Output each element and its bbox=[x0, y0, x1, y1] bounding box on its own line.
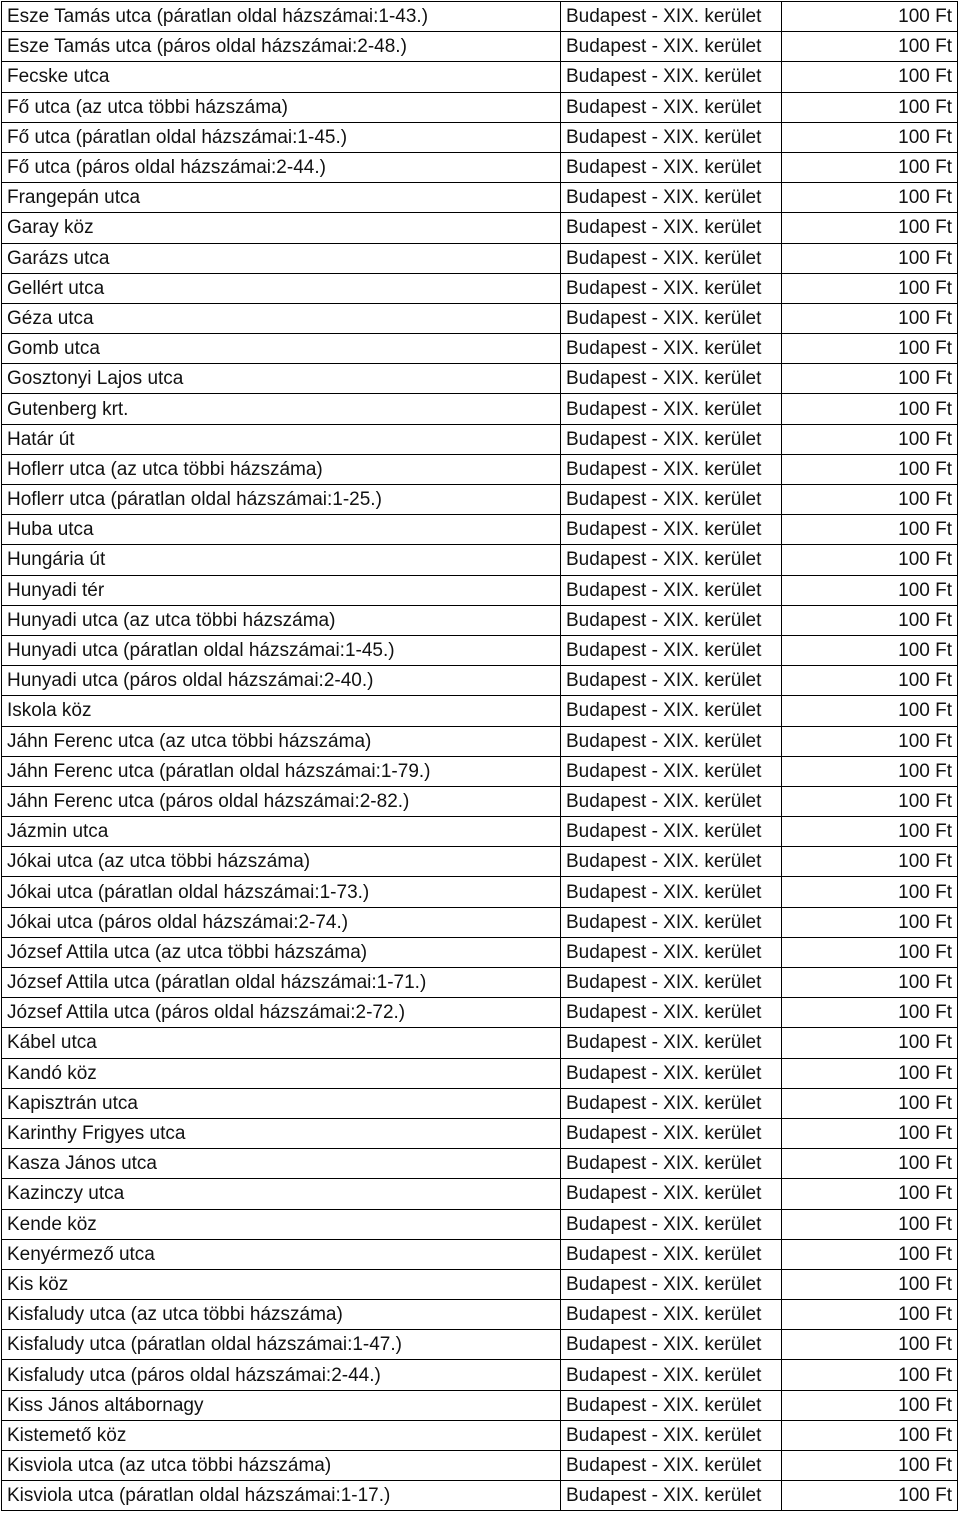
table-row bbox=[2, 968, 958, 998]
price-cell: 100 Ft bbox=[782, 1239, 958, 1269]
price-cell: 100 Ft bbox=[782, 1390, 958, 1420]
table-row bbox=[2, 907, 958, 937]
district-cell: Budapest - XIX. kerület bbox=[561, 1420, 782, 1450]
table-row bbox=[2, 424, 958, 454]
street-cell: Fecske utca bbox=[2, 62, 561, 92]
price-cell: 100 Ft bbox=[782, 1058, 958, 1088]
price-cell: 100 Ft bbox=[782, 183, 958, 213]
street-cell: Kisviola utca (az utca többi házszáma) bbox=[2, 1451, 561, 1481]
district-cell: Budapest - XIX. kerület bbox=[561, 756, 782, 786]
district-cell: Budapest - XIX. kerület bbox=[561, 1451, 782, 1481]
table-row bbox=[2, 454, 958, 484]
table-row bbox=[2, 243, 958, 273]
district-cell: Budapest - XIX. kerület bbox=[561, 303, 782, 333]
table-row bbox=[2, 817, 958, 847]
table-row bbox=[2, 32, 958, 62]
table-row bbox=[2, 515, 958, 545]
price-cell: 100 Ft bbox=[782, 485, 958, 515]
table-row bbox=[2, 1420, 958, 1450]
price-cell: 100 Ft bbox=[782, 545, 958, 575]
price-cell: 100 Ft bbox=[782, 1451, 958, 1481]
district-cell: Budapest - XIX. kerület bbox=[561, 1088, 782, 1118]
table-row bbox=[2, 1451, 958, 1481]
table-row bbox=[2, 1269, 958, 1299]
district-cell: Budapest - XIX. kerület bbox=[561, 1149, 782, 1179]
price-cell: 100 Ft bbox=[782, 152, 958, 182]
price-cell: 100 Ft bbox=[782, 1118, 958, 1148]
street-cell: Gutenberg krt. bbox=[2, 394, 561, 424]
table-row bbox=[2, 1088, 958, 1118]
district-cell: Budapest - XIX. kerület bbox=[561, 666, 782, 696]
district-cell: Budapest - XIX. kerület bbox=[561, 998, 782, 1028]
district-cell: Budapest - XIX. kerület bbox=[561, 545, 782, 575]
street-cell: Kis köz bbox=[2, 1269, 561, 1299]
table-row bbox=[2, 1209, 958, 1239]
street-cell: József Attila utca (páros oldal házszámai:2-72.) bbox=[2, 998, 561, 1028]
district-cell: Budapest - XIX. kerület bbox=[561, 334, 782, 364]
table-row bbox=[2, 1300, 958, 1330]
district-cell: Budapest - XIX. kerület bbox=[561, 32, 782, 62]
street-cell: Jókai utca (az utca többi házszáma) bbox=[2, 847, 561, 877]
street-cell: Hunyadi utca (páros oldal házszámai:2-40.) bbox=[2, 666, 561, 696]
price-cell: 100 Ft bbox=[782, 1269, 958, 1299]
street-cell: Esze Tamás utca (páros oldal házszámai:2-48.) bbox=[2, 32, 561, 62]
street-cell: Iskola köz bbox=[2, 696, 561, 726]
price-cell: 100 Ft bbox=[782, 62, 958, 92]
price-cell: 100 Ft bbox=[782, 303, 958, 333]
street-cell: Jázmin utca bbox=[2, 817, 561, 847]
district-cell: Budapest - XIX. kerület bbox=[561, 1179, 782, 1209]
price-cell: 100 Ft bbox=[782, 1360, 958, 1390]
table-row bbox=[2, 394, 958, 424]
price-cell: 100 Ft bbox=[782, 515, 958, 545]
price-cell: 100 Ft bbox=[782, 334, 958, 364]
table-row bbox=[2, 1360, 958, 1390]
street-cell: Kisviola utca (páratlan oldal házszámai:1-17.) bbox=[2, 1481, 561, 1511]
street-cell: Fő utca (az utca többi házszáma) bbox=[2, 92, 561, 122]
street-cell: Kende köz bbox=[2, 1209, 561, 1239]
street-cell: Fő utca (páratlan oldal házszámai:1-45.) bbox=[2, 122, 561, 152]
street-cell: Kasza János utca bbox=[2, 1149, 561, 1179]
price-cell: 100 Ft bbox=[782, 1179, 958, 1209]
price-cell: 100 Ft bbox=[782, 1300, 958, 1330]
district-cell: Budapest - XIX. kerület bbox=[561, 273, 782, 303]
table-row bbox=[2, 756, 958, 786]
table-row bbox=[2, 635, 958, 665]
price-cell: 100 Ft bbox=[782, 1330, 958, 1360]
table-row bbox=[2, 545, 958, 575]
district-cell: Budapest - XIX. kerület bbox=[561, 1269, 782, 1299]
price-cell: 100 Ft bbox=[782, 122, 958, 152]
price-cell: 100 Ft bbox=[782, 394, 958, 424]
price-cell: 100 Ft bbox=[782, 756, 958, 786]
table-row bbox=[2, 152, 958, 182]
district-cell: Budapest - XIX. kerület bbox=[561, 877, 782, 907]
price-cell: 100 Ft bbox=[782, 213, 958, 243]
table-row bbox=[2, 1058, 958, 1088]
street-cell: Jókai utca (páratlan oldal házszámai:1-73.) bbox=[2, 877, 561, 907]
table-row bbox=[2, 877, 958, 907]
price-cell: 100 Ft bbox=[782, 2, 958, 32]
district-cell: Budapest - XIX. kerület bbox=[561, 122, 782, 152]
street-cell: Frangepán utca bbox=[2, 183, 561, 213]
table-row bbox=[2, 1390, 958, 1420]
street-cell: Hunyadi tér bbox=[2, 575, 561, 605]
table-row bbox=[2, 998, 958, 1028]
district-cell: Budapest - XIX. kerület bbox=[561, 485, 782, 515]
district-cell: Budapest - XIX. kerület bbox=[561, 1481, 782, 1511]
district-cell: Budapest - XIX. kerület bbox=[561, 394, 782, 424]
price-cell: 100 Ft bbox=[782, 1028, 958, 1058]
price-cell: 100 Ft bbox=[782, 726, 958, 756]
street-cell: Kazinczy utca bbox=[2, 1179, 561, 1209]
street-cell: Garay köz bbox=[2, 213, 561, 243]
table-row bbox=[2, 62, 958, 92]
table-row bbox=[2, 1239, 958, 1269]
street-cell: Hunyadi utca (az utca többi házszáma) bbox=[2, 605, 561, 635]
district-cell: Budapest - XIX. kerület bbox=[561, 183, 782, 213]
price-cell: 100 Ft bbox=[782, 817, 958, 847]
table-row bbox=[2, 1149, 958, 1179]
street-cell: Huba utca bbox=[2, 515, 561, 545]
district-cell: Budapest - XIX. kerület bbox=[561, 907, 782, 937]
district-cell: Budapest - XIX. kerület bbox=[561, 1209, 782, 1239]
table-row bbox=[2, 364, 958, 394]
district-cell: Budapest - XIX. kerület bbox=[561, 1028, 782, 1058]
district-cell: Budapest - XIX. kerület bbox=[561, 1330, 782, 1360]
street-cell: Hungária út bbox=[2, 545, 561, 575]
table-row bbox=[2, 786, 958, 816]
street-cell: Kábel utca bbox=[2, 1028, 561, 1058]
price-cell: 100 Ft bbox=[782, 92, 958, 122]
price-cell: 100 Ft bbox=[782, 1088, 958, 1118]
street-cell: Jáhn Ferenc utca (az utca többi házszáma) bbox=[2, 726, 561, 756]
table-row bbox=[2, 1118, 958, 1148]
district-cell: Budapest - XIX. kerület bbox=[561, 454, 782, 484]
price-cell: 100 Ft bbox=[782, 1420, 958, 1450]
price-cell: 100 Ft bbox=[782, 575, 958, 605]
price-cell: 100 Ft bbox=[782, 998, 958, 1028]
street-cell: Kiss János altábornagy bbox=[2, 1390, 561, 1420]
table-row bbox=[2, 2, 958, 32]
district-cell: Budapest - XIX. kerület bbox=[561, 364, 782, 394]
street-cell: Hoflerr utca (az utca többi házszáma) bbox=[2, 454, 561, 484]
district-cell: Budapest - XIX. kerület bbox=[561, 213, 782, 243]
street-cell: Kistemető köz bbox=[2, 1420, 561, 1450]
street-cell: Hunyadi utca (páratlan oldal házszámai:1-45.) bbox=[2, 635, 561, 665]
table-row bbox=[2, 1179, 958, 1209]
table-row bbox=[2, 183, 958, 213]
street-cell: Határ út bbox=[2, 424, 561, 454]
price-cell: 100 Ft bbox=[782, 666, 958, 696]
street-cell: Gomb utca bbox=[2, 334, 561, 364]
table-row bbox=[2, 1481, 958, 1511]
district-cell: Budapest - XIX. kerület bbox=[561, 968, 782, 998]
table-row bbox=[2, 937, 958, 967]
street-cell: József Attila utca (páratlan oldal házszámai:1-71.) bbox=[2, 968, 561, 998]
street-cell: Kandó köz bbox=[2, 1058, 561, 1088]
district-cell: Budapest - XIX. kerület bbox=[561, 1360, 782, 1390]
district-cell: Budapest - XIX. kerület bbox=[561, 1300, 782, 1330]
price-cell: 100 Ft bbox=[782, 968, 958, 998]
price-cell: 100 Ft bbox=[782, 454, 958, 484]
street-cell: Kisfaludy utca (páros oldal házszámai:2-44.) bbox=[2, 1360, 561, 1390]
table-row bbox=[2, 847, 958, 877]
district-cell: Budapest - XIX. kerület bbox=[561, 92, 782, 122]
district-cell: Budapest - XIX. kerület bbox=[561, 1118, 782, 1148]
price-cell: 100 Ft bbox=[782, 32, 958, 62]
district-cell: Budapest - XIX. kerület bbox=[561, 605, 782, 635]
district-cell: Budapest - XIX. kerület bbox=[561, 726, 782, 756]
table-row bbox=[2, 696, 958, 726]
table-row bbox=[2, 605, 958, 635]
price-cell: 100 Ft bbox=[782, 907, 958, 937]
district-cell: Budapest - XIX. kerület bbox=[561, 696, 782, 726]
street-cell: Jáhn Ferenc utca (páros oldal házszámai:2-82.) bbox=[2, 786, 561, 816]
district-cell: Budapest - XIX. kerület bbox=[561, 243, 782, 273]
price-cell: 100 Ft bbox=[782, 424, 958, 454]
price-cell: 100 Ft bbox=[782, 1209, 958, 1239]
table-row bbox=[2, 273, 958, 303]
street-cell: Garázs utca bbox=[2, 243, 561, 273]
street-cell: Hoflerr utca (páratlan oldal házszámai:1-25.) bbox=[2, 485, 561, 515]
district-cell: Budapest - XIX. kerület bbox=[561, 1239, 782, 1269]
street-cell: Géza utca bbox=[2, 303, 561, 333]
table-row bbox=[2, 122, 958, 152]
district-cell: Budapest - XIX. kerület bbox=[561, 62, 782, 92]
district-cell: Budapest - XIX. kerület bbox=[561, 1390, 782, 1420]
street-cell: Gellért utca bbox=[2, 273, 561, 303]
street-cell: Fő utca (páros oldal házszámai:2-44.) bbox=[2, 152, 561, 182]
district-cell: Budapest - XIX. kerület bbox=[561, 515, 782, 545]
street-cell: Kisfaludy utca (páratlan oldal házszámai:1-47.) bbox=[2, 1330, 561, 1360]
table-row bbox=[2, 303, 958, 333]
price-cell: 100 Ft bbox=[782, 696, 958, 726]
district-cell: Budapest - XIX. kerület bbox=[561, 2, 782, 32]
price-cell: 100 Ft bbox=[782, 1149, 958, 1179]
district-cell: Budapest - XIX. kerület bbox=[561, 575, 782, 605]
table-row bbox=[2, 485, 958, 515]
district-cell: Budapest - XIX. kerület bbox=[561, 847, 782, 877]
price-cell: 100 Ft bbox=[782, 273, 958, 303]
table-row bbox=[2, 92, 958, 122]
table-row bbox=[2, 726, 958, 756]
district-cell: Budapest - XIX. kerület bbox=[561, 635, 782, 665]
price-cell: 100 Ft bbox=[782, 635, 958, 665]
district-cell: Budapest - XIX. kerület bbox=[561, 817, 782, 847]
street-cell: Esze Tamás utca (páratlan oldal házszámai:1-43.) bbox=[2, 2, 561, 32]
price-cell: 100 Ft bbox=[782, 847, 958, 877]
street-cell: Karinthy Frigyes utca bbox=[2, 1118, 561, 1148]
price-cell: 100 Ft bbox=[782, 1481, 958, 1511]
street-cell: Kapisztrán utca bbox=[2, 1088, 561, 1118]
district-cell: Budapest - XIX. kerület bbox=[561, 424, 782, 454]
table-row bbox=[2, 1330, 958, 1360]
price-cell: 100 Ft bbox=[782, 786, 958, 816]
street-cell: Kenyérmező utca bbox=[2, 1239, 561, 1269]
table-row bbox=[2, 575, 958, 605]
street-cell: Jókai utca (páros oldal házszámai:2-74.) bbox=[2, 907, 561, 937]
district-cell: Budapest - XIX. kerület bbox=[561, 152, 782, 182]
street-cell: Kisfaludy utca (az utca többi házszáma) bbox=[2, 1300, 561, 1330]
price-cell: 100 Ft bbox=[782, 877, 958, 907]
district-cell: Budapest - XIX. kerület bbox=[561, 937, 782, 967]
street-cell: Jáhn Ferenc utca (páratlan oldal házszámai:1-79.) bbox=[2, 756, 561, 786]
street-cell: Gosztonyi Lajos utca bbox=[2, 364, 561, 394]
table-body bbox=[2, 2, 958, 1511]
street-cell: József Attila utca (az utca többi házszáma) bbox=[2, 937, 561, 967]
table-row bbox=[2, 666, 958, 696]
table-row bbox=[2, 1028, 958, 1058]
district-cell: Budapest - XIX. kerület bbox=[561, 786, 782, 816]
district-cell: Budapest - XIX. kerület bbox=[561, 1058, 782, 1088]
price-cell: 100 Ft bbox=[782, 605, 958, 635]
price-cell: 100 Ft bbox=[782, 364, 958, 394]
price-cell: 100 Ft bbox=[782, 243, 958, 273]
table-row bbox=[2, 213, 958, 243]
table-row bbox=[2, 334, 958, 364]
street-price-table bbox=[1, 1, 958, 1511]
price-cell: 100 Ft bbox=[782, 937, 958, 967]
